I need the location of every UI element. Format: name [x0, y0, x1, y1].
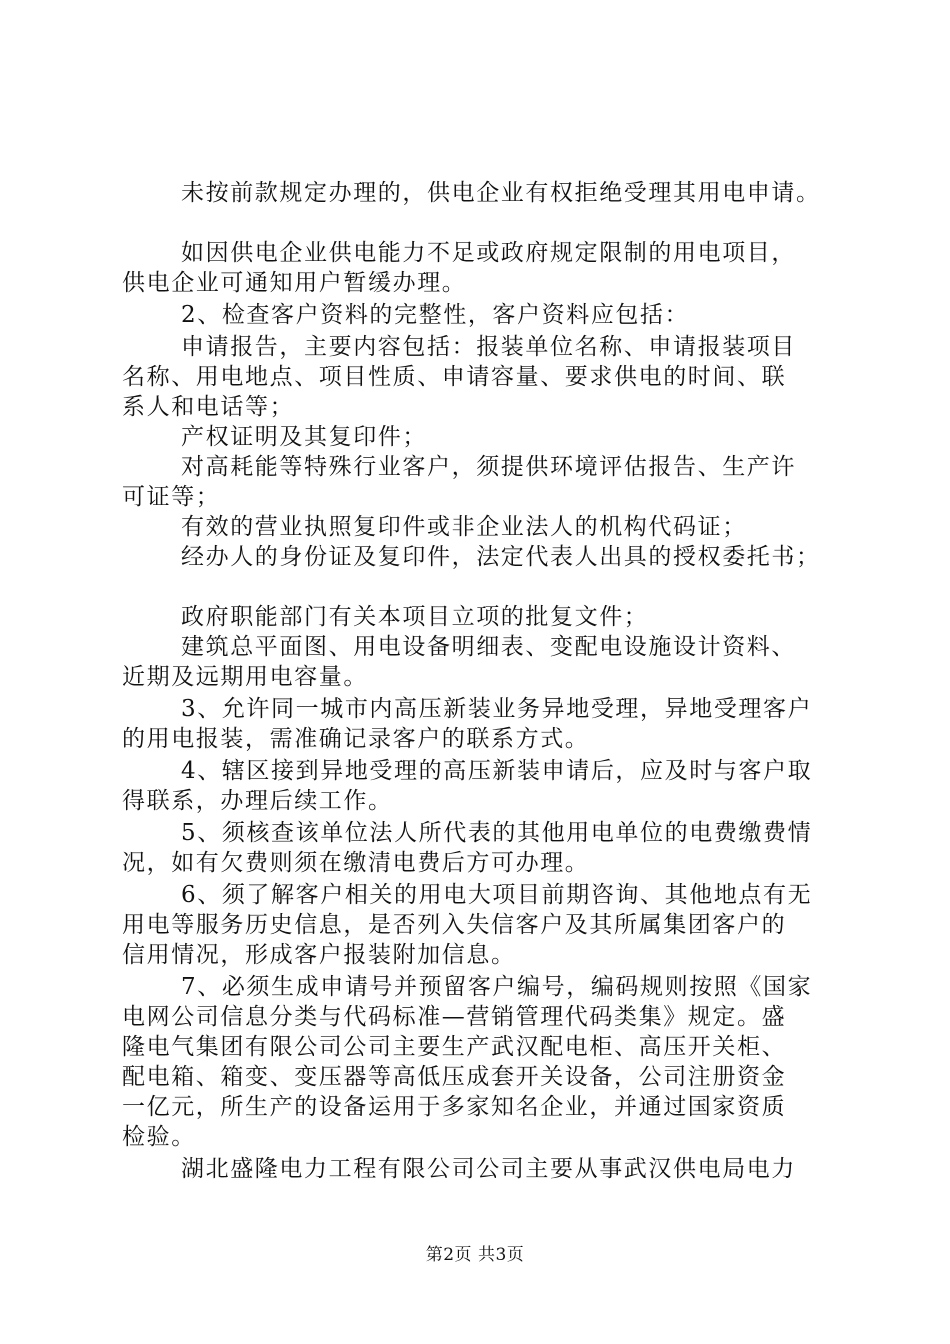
text-line: 3、允许同一城市内高压新装业务异地受理，异地受理客户: [181, 696, 813, 722]
text-line: 申请报告，主要内容包括：报装单位名称、申请报装项目: [181, 334, 796, 360]
text-line: 名称、用电地点、项目性质、申请容量、要求供电的时间、联: [122, 364, 787, 390]
text-line: 经办人的身份证及复印件，法定代表人出具的授权委托书；: [181, 544, 821, 570]
text-line: 建筑总平面图、用电设备明细表、变配电设施设计资料、: [181, 634, 796, 660]
text-line: 的用电报装，需准确记录客户的联系方式。: [122, 726, 590, 752]
text-line: 况，如有欠费则须在缴清电费后方可办理。: [122, 850, 590, 876]
text-line: 检验。: [122, 1124, 196, 1150]
text-line: 5、须核查该单位法人所代表的其他用电单位的电费缴费情: [181, 820, 813, 846]
text-line: 近期及远期用电容量。: [122, 664, 368, 690]
text-line: 如因供电企业供电能力不足或政府规定限制的用电项目，: [181, 240, 796, 266]
text-line: 一亿元，所生产的设备运用于多家知名企业，并通过国家资质: [122, 1094, 787, 1120]
text-line: 4、辖区接到异地受理的高压新装申请后，应及时与客户取: [181, 758, 813, 784]
text-line: 对高耗能等特殊行业客户，须提供环境评估报告、生产许: [181, 454, 796, 480]
page-number-footer: 第2页 共3页: [425, 1245, 525, 1265]
text-line: 6、须了解客户相关的用电大项目前期咨询、其他地点有无: [181, 882, 813, 908]
text-line: 系人和电话等；: [122, 394, 295, 420]
text-line: 2、检查客户资料的完整性，客户资料应包括：: [181, 302, 690, 328]
text-line: 未按前款规定办理的，供电企业有权拒绝受理其用电申请。: [181, 180, 821, 206]
text-line: 政府职能部门有关本项目立项的批复文件；: [181, 604, 649, 630]
text-line: 信用情况，形成客户报装附加信息。: [122, 942, 516, 968]
text-line: 湖北盛隆电力工程有限公司公司主要从事武汉供电局电力: [181, 1156, 796, 1182]
text-line: 用电等服务历史信息，是否列入失信客户及其所属集团客户的: [122, 912, 787, 938]
text-line: 供电企业可通知用户暂缓办理。: [122, 270, 467, 296]
text-line: 可证等；: [122, 484, 221, 510]
text-line: 隆电气集团有限公司公司主要生产武汉配电柜、高压开关柜、: [122, 1034, 787, 1060]
text-line: 7、必须生成申请号并预留客户编号，编码规则按照《国家: [181, 974, 813, 1000]
text-line: 配电箱、箱变、变压器等高低压成套开关设备，公司注册资金: [122, 1064, 787, 1090]
text-line: 电网公司信息分类与代码标准—营销管理代码类集》规定。盛: [122, 1004, 787, 1030]
text-line: 得联系，办理后续工作。: [122, 788, 393, 814]
text-line: 产权证明及其复印件；: [181, 424, 427, 450]
text-line: 有效的营业执照复印件或非企业法人的机构代码证；: [181, 514, 747, 540]
